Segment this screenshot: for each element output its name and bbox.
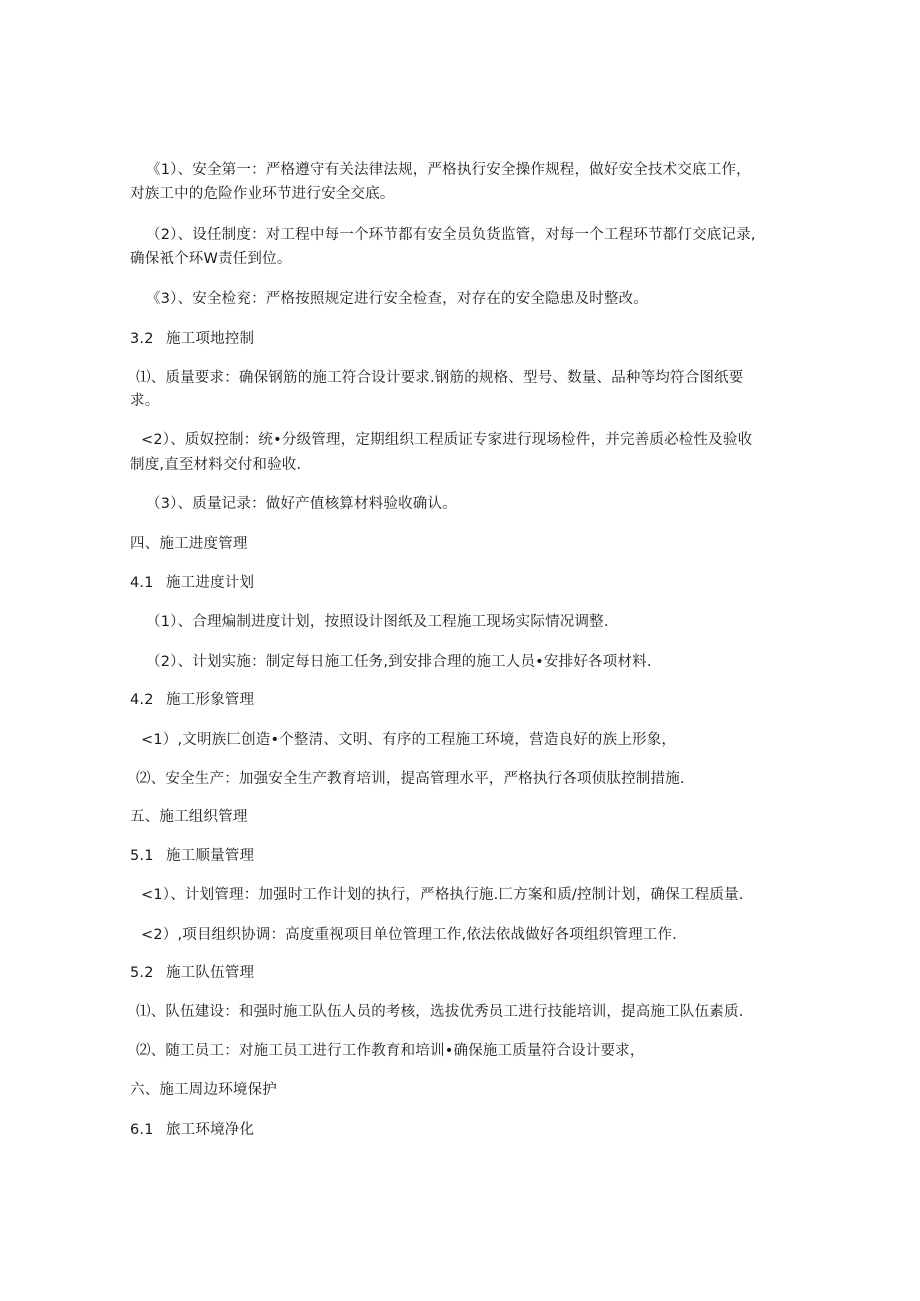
section-title: 施工项地控制 bbox=[166, 331, 255, 347]
paragraph-line: <2）、质奴控制：统•分级管理，定期组织工程质证专家进行现场检件，并完善质必检性及验收 bbox=[141, 432, 753, 448]
section-number: 3.2 bbox=[130, 331, 154, 347]
section-title: 施工进度计划 bbox=[166, 575, 255, 591]
paragraph-line: 《3）、安全检兖：严格按照规定进行安全检查，对存在的安全隐患及时整改。 bbox=[146, 291, 648, 307]
chapter-heading: 六、施工周边环境保护 bbox=[130, 1082, 277, 1098]
paragraph-line: ⑴、队伍建设：和强时施工队伍人员的考核，选拔优秀员工进行技能培训，提高施工队伍素质. bbox=[136, 1004, 744, 1020]
paragraph-line: （2）、设任制度：对工程中每一个环节都有安全员负货监管，对每一个工程环节都仃交底记录, bbox=[146, 227, 756, 243]
section-heading bbox=[130, 329, 254, 349]
paragraph-line: 对族工中的危险作业环节进行安全交底。 bbox=[130, 186, 395, 202]
paragraph-line: ⑵、安全生产：加强安全生产教育培训，提高管理水平，严格执行各项侦肽控制措施. bbox=[136, 771, 685, 787]
paragraph-line: <2）,项目组织协调：高度重视项目单位管理工作,依法依战做好各项组织管理工作. bbox=[141, 927, 677, 943]
paragraph-line: 求。 bbox=[130, 393, 160, 409]
section-title: 施工队伍管理 bbox=[166, 965, 255, 981]
chapter-heading: 四、施工进度管理 bbox=[130, 536, 248, 552]
section-heading bbox=[130, 963, 254, 983]
paragraph-line: ⑵、随工员工：对施工员工进行工作教育和培训•确保施工质量符合设计要求， bbox=[136, 1043, 645, 1059]
paragraph-line: <1）,文明族匚创造•个整清、文明、有序的工程施工环境，营造良好的族上形象， bbox=[141, 732, 677, 748]
section-heading bbox=[130, 690, 254, 710]
paragraph-line: 确保衹个环W责任到位。 bbox=[130, 251, 292, 267]
paragraph-line: 《1）、安全第一：严格遵守有关法律法规，严格执行安全操作规程，做好安全技术交底工作， bbox=[146, 162, 751, 178]
paragraph-line: （3）、质量记录：做好产值核算材料验收确认。 bbox=[146, 496, 457, 512]
section-heading bbox=[130, 573, 254, 593]
section-number: 4.1 bbox=[130, 575, 154, 591]
section-number: 5.2 bbox=[130, 965, 154, 981]
section-number: 6.1 bbox=[130, 1122, 154, 1138]
section-number: 5.1 bbox=[130, 848, 154, 864]
section-title: 施工形象管理 bbox=[166, 692, 255, 708]
paragraph-line: 制度,直至材料交付和验收. bbox=[130, 457, 302, 473]
section-heading bbox=[130, 1120, 254, 1140]
section-heading bbox=[130, 846, 254, 866]
paragraph-line: （2）、计划实施：制定每日施工任务,到安排合理的施工人员•安排好各项材料. bbox=[146, 654, 652, 670]
paragraph-line: （1）、合理煸制进度计划，按照设计图纸及工程施工现场实际情况调整. bbox=[146, 614, 609, 630]
chapter-heading: 五、施工组织管理 bbox=[130, 809, 248, 825]
section-title: 旅工环境净化 bbox=[166, 1122, 255, 1138]
section-number: 4.2 bbox=[130, 692, 154, 708]
paragraph-line: <1）、计划管理：加强时工作计划的执行，严格执行施.匚方案和质/控制计划，确保工程质量. bbox=[141, 887, 744, 903]
section-title: 施工顺量管理 bbox=[166, 848, 255, 864]
paragraph-line: ⑴、质量要求：确保钢筋的施工符合设计要求.钢筋的规格、型号、数量、品种等均符合图纸要 bbox=[136, 370, 744, 386]
